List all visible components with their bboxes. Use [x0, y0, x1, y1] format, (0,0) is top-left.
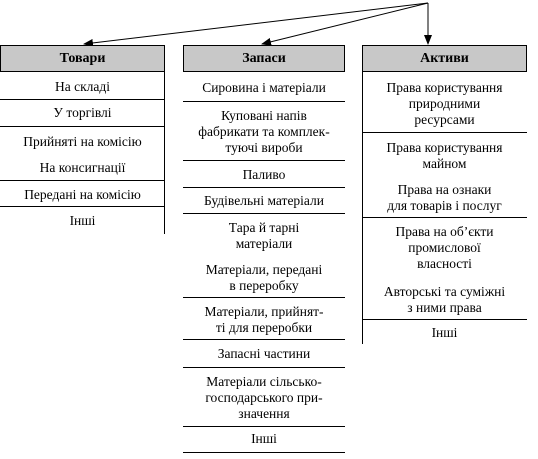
list-item: На консигнації: [39, 160, 126, 175]
list-item: Права на об’єкти промислової власності: [395, 224, 494, 271]
arrow-to-tovary: [84, 3, 428, 44]
list-item: Матеріали, прийнят- ті для переробки: [204, 304, 324, 335]
list-item: Авторські та суміжні з ними права: [383, 284, 506, 315]
column-title: Запаси: [242, 50, 286, 66]
list-item: Інші: [431, 325, 458, 340]
row-divider: [183, 339, 345, 340]
row-divider: [183, 187, 345, 188]
list-item: Матеріали сільсько- господарського при- значення: [205, 374, 323, 421]
list-item: Прийняті на комісію: [23, 134, 142, 149]
list-item: Інші: [69, 213, 96, 228]
row-divider: [183, 452, 345, 453]
list-item: Матеріали, передані в переробку: [205, 262, 323, 293]
row-divider: [183, 160, 345, 161]
column-title: Активи: [420, 50, 469, 66]
arrow-to-zapasy: [262, 3, 428, 44]
list-item: На складі: [54, 79, 110, 94]
row-divider: [362, 319, 527, 320]
row-divider: [183, 426, 345, 427]
column-header: [183, 45, 345, 72]
row-divider: [362, 132, 527, 133]
row-divider: [362, 217, 527, 218]
list-item: Права користування майном: [386, 140, 503, 171]
row-divider: [0, 126, 165, 127]
list-item: У торгівлі: [53, 105, 112, 120]
column-right-border: [164, 72, 165, 234]
list-item: Тара й тарні матеріали: [228, 220, 300, 251]
list-item: Будівельні матеріали: [203, 193, 325, 208]
row-divider: [0, 99, 165, 100]
row-divider: [183, 101, 345, 102]
row-divider: [0, 206, 165, 207]
column-zapasy: [183, 45, 345, 455]
list-item: Куповані напів фабрикати та комплек- туючі вироби: [198, 108, 330, 155]
list-item: Сировина і матеріали: [202, 80, 326, 95]
list-item: Запасні частини: [217, 346, 311, 361]
row-divider: [183, 297, 345, 298]
column-header: [0, 45, 165, 72]
list-item: Права користування природними ресурсами: [386, 80, 503, 127]
list-item: Інші: [251, 431, 277, 446]
column-title: Товари: [59, 50, 106, 66]
list-item: Права на ознаки для товарів і послуг: [387, 182, 502, 213]
list-item: Паливо: [242, 167, 286, 182]
list-item: Передані на комісію: [24, 187, 141, 202]
row-divider: [0, 180, 165, 181]
row-divider: [183, 367, 345, 368]
row-divider: [183, 213, 345, 214]
column-aktyvy: [362, 45, 527, 345]
column-tovary: [0, 45, 165, 235]
column-header: [362, 45, 527, 72]
